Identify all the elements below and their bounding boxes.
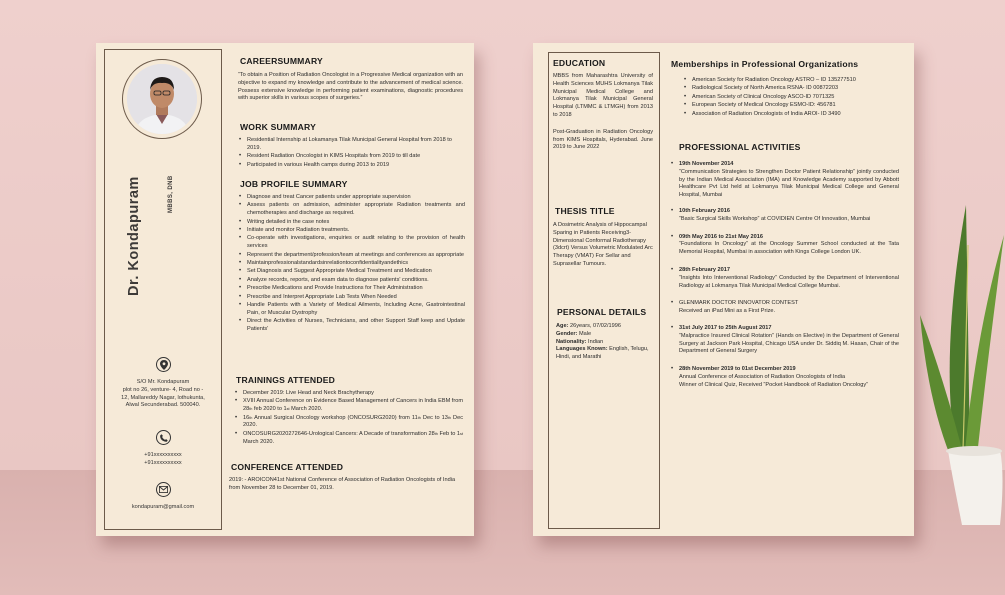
resume-page-2 [533, 43, 914, 536]
list-item: • Prescribe Medications and Provide Instructions for Their Administration [238, 285, 465, 293]
list-item: • Co-operate with investigations, enquiries or audit relating to the provision of health services [238, 235, 465, 251]
phone-icon [156, 430, 171, 445]
thesis-heading: THESIS TITLE [555, 206, 615, 216]
list-item: • Analyze records, reports, and exam data to diagnose patients' conditions. [238, 277, 465, 285]
plant-decoration [918, 195, 1005, 525]
list-item: • Resident Radiation Oncologist in KIMS Hospitals from 2019 to till date [238, 153, 463, 161]
activities-list [670, 161, 899, 390]
activity-item: • 19th November 2014 “Communication Strategies to Strengthen Doctor Patient Relationship” jointly conducted by the Indian Medical Association (IMA) and Knowledge Academy supported by Abbott Healthcare Pvt Ltd held at Lokmanya Tilak Municipal Medical College and General Hospital, Mumbai [670, 161, 899, 200]
activities-heading: PROFESSIONAL ACTIVITIES [679, 142, 801, 152]
personal-row: Nationality: Indian [556, 338, 604, 345]
list-item: • Diagnose and treat Cancer patients under appropriate supervision [238, 194, 465, 202]
activity-item: • 31st July 2017 to 25th August 2017 “Malpractice Insured Clinical Rotation” (Hands on Elective) in the Department of General Surgery at Jackson Park Hospital, Chicago USA under Dr. Siddiq M. Hasan, Chair of the Department of General Surgery [670, 325, 899, 356]
list-item: • Set Diagnosis and Suggest Appropriate Medical Treatment and Medication [238, 268, 465, 276]
job-heading: JOB PROFILE SUMMARY [240, 179, 348, 189]
list-item: • Residential Internship at Lokamanya Tilak Municipal General Hospital from 2018 to 2019. [238, 137, 463, 153]
list-item: • Represent the department/profession/team at meetings and conferences as appropriate [238, 252, 465, 260]
memberships-list [683, 77, 908, 119]
trainings-list [234, 390, 463, 447]
phone-number: +91xxxxxxxxxx [144, 452, 182, 458]
activity-item: • 28th November 2019 to 01st December 2019 Annual Conference of Association of Radiation Oncologists of India Winner of Clinical Quiz, Received “Pocket Handbook of Radiation Oncology” [670, 366, 899, 389]
email-icon [156, 482, 171, 497]
doctor-degree: MBBS, DNB [168, 175, 174, 213]
location-icon [156, 357, 171, 372]
activity-item: • GLENMARK DOCTOR INNOVATOR CONTEST Received an iPad Mini as a First Prize. [670, 300, 899, 316]
career-heading: CAREERSUMMARY [240, 56, 323, 66]
list-item: • Initiate and monitor Radiation treatments. [238, 227, 465, 235]
personal-row: Age: 26years, 07/02/1996 [556, 323, 621, 329]
education-block [553, 73, 653, 153]
list-item: • American Society for Radiation Oncology ASTRO – ID 135277510 [683, 77, 908, 85]
list-item: • 16th Annual Surgical Oncology workshop (ONCOSURG2020) from 11th Dec to 13th Dec 2020. [234, 415, 463, 431]
education-heading: EDUCATION [553, 58, 606, 68]
list-item: • European Society of Medical Oncology ESMO-ID: 456781 [683, 102, 908, 110]
activity-item: • 10th February 2016 “Basic Surgical Skills Workshop” at COVIDIEN Centre Of Innovation, Mumbai [670, 208, 899, 224]
address-line: Alwal Secunderabad. 500040. [125, 402, 201, 409]
phone-number: +91xxxxxxxxxx [144, 459, 182, 466]
profile-photo-ring [122, 59, 202, 139]
list-item: • Writing detailed in the case notes [238, 219, 465, 227]
job-list [238, 194, 465, 334]
personal-row: Languages Known: English, Telugu, Hindi, and Marathi [556, 346, 649, 361]
list-item: • Association of Radiation Oncologists of India AROI- ID 3490 [683, 111, 908, 119]
work-list [238, 137, 463, 170]
email-address: kondapuram@gmail.com [131, 504, 195, 510]
list-item: • XVIII Annual Conference on Evidence Based Management of Cancers in India EBM from 28th feb 2020 to 1st March 2020. [234, 398, 463, 414]
thesis-text: A Dosimetric Analysis of Hippocampal Sparing in Patients Receiving3-Dimensional Conformal Radiotherapy (3dcrt) Versus Volumetric Modulated Arc Therapy (VMAT) For Sellar and Suprasellar Tumours. [553, 222, 653, 267]
address-line: S/O Mr. Kondapuram [136, 379, 190, 385]
personal-details [556, 323, 658, 362]
list-item: • Radiological Society of North America RSNA- ID 00872203 [683, 85, 908, 93]
personal-heading: PERSONAL DETAILS [557, 307, 647, 317]
address-line: plot no 26, venture- 4, Road no - [122, 386, 204, 393]
phone-block [106, 452, 220, 468]
doctor-name: Dr. Kondapuram [126, 176, 142, 296]
list-item: • Assess patients on admission, administer appropriate Radiation treatments and chemotherapies and discharge as required. [238, 202, 465, 218]
work-heading: WORK SUMMARY [240, 122, 317, 132]
career-summary-text: “To obtain a Position of Radiation Oncologist in a Progressive Medical organization with an objective to expand my knowledge and contribute to the advancement of medical science. Possess extensive knowledge in performing patient examinations, diagnostic procedures with superior skills in various scopes of surgeries.” [238, 72, 463, 102]
list-item: • Participated in various Health camps during 2013 to 2019 [238, 162, 463, 170]
memberships-heading: Memberships in Professional Organizations [671, 59, 859, 69]
activity-item: • 09th May 2016 to 21st May 2016 “Foundations In Oncology” at the Oncology Summer School conducted at the Tata Memorial Hospital, Mumbai in association with Kings College London UK. [670, 234, 899, 257]
profile-photo [127, 64, 197, 134]
education-entry: Post-Graduation in Radiation Oncology from KIMS Hospitals, Hyderabad. June 2019 to June 2022 [553, 128, 653, 151]
activity-item: • 28th February 2017 “Insights Into Interventional Radiology” Conducted by the Department of Interventional Radiology at Lokmanya Tilak Municipal Medical College Mumbai. [670, 267, 899, 290]
list-item: • Handle Patients with a Variety of Medical Ailments, Including Acne, Gastrointestinal Pain, or Muscular Dystrophy [238, 302, 465, 318]
conference-heading: CONFERENCE ATTENDED [231, 462, 344, 472]
trainings-heading: TRAININGS ATTENDED [236, 375, 336, 385]
resume-page-1 [96, 43, 474, 536]
list-item: • ONCOSURG2020272646-Urological Cancers: A Decade of transformation 28th Feb to 1st March 2020. [234, 431, 463, 447]
list-item: • Prescribe and Interpret Appropriate Lab Tests When Needed [238, 294, 465, 302]
personal-row: Gender: Male [556, 330, 592, 337]
list-item: • Direct the Activities of Nurses, Technicians, and other Support Staff keep and Update Patients' [238, 318, 465, 334]
list-item: • Maintainprofessionalstandardsinrelationtoconfidentialityandethics [238, 260, 465, 268]
list-item: • American Society of Clinical Oncology ASCO-ID 7071325 [683, 94, 908, 102]
address-line: 12, Mallareddy Nagar, lothukunta, [121, 394, 205, 401]
list-item: • December 2019: Live Head and Neck Brachytherapy [234, 390, 463, 398]
conference-text: 2019: - AROICON41st National Conference of Association of Radiation Oncologists of India from November 28 to December 01, 2019. [229, 477, 456, 491]
address-block [106, 379, 220, 410]
education-entry: MBBS from Maharashtra University of Health Sciences MUHS Lokmanya Tilak Municipal Medical College and Lokmanya Tilak Municipal General Hospital (LTMMC & LTMGH) from 2013 to 2018 [553, 73, 653, 118]
